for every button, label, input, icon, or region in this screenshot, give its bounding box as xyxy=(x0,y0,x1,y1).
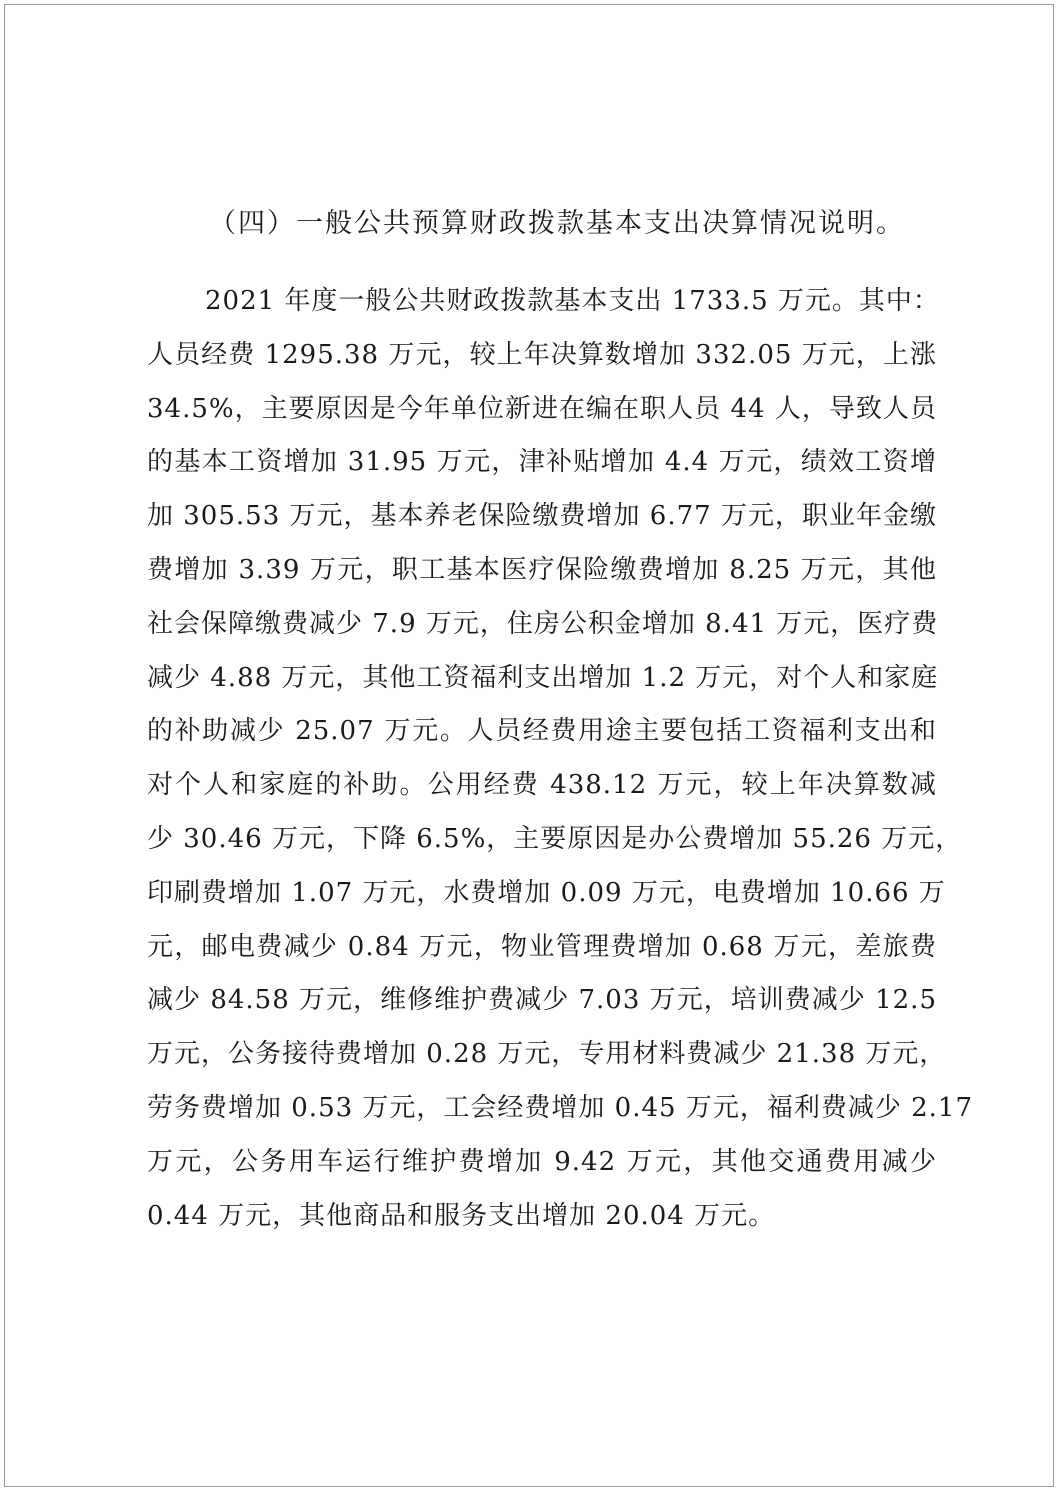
section-heading: （四）一般公共预算财政拨款基本支出决算情况说明。 xyxy=(209,208,905,239)
body-paragraph xyxy=(147,275,973,1243)
paragraph-line: 社会保障缴费减少 7.9 万元，住房公积金增加 8.41 万元，医疗费 xyxy=(147,608,939,639)
paragraph-line: 的基本工资增加 31.95 万元，津补贴增加 4.4 万元，绩效工资增 xyxy=(147,447,937,478)
paragraph-line: 印刷费增加 1.07 万元，水费增加 0.09 万元，电费增加 10.66 万 xyxy=(147,877,946,908)
paragraph-line: 加 305.53 万元，基本养老保险缴费增加 6.77 万元，职业年金缴 xyxy=(147,501,937,532)
paragraph-line: 0.44 万元，其他商品和服务支出增加 20.04 万元。 xyxy=(147,1200,776,1231)
paragraph-line: 万元，公务接待费增加 0.28 万元，专用材料费减少 21.38 万元， xyxy=(147,1039,947,1070)
paragraph-line: 劳务费增加 0.53 万元，工会经费增加 0.45 万元，福利费减少 2.17 xyxy=(147,1092,973,1123)
paragraph-line: 万元，公务用车运行维护费增加 9.42 万元，其他交通费用减少 xyxy=(147,1146,937,1177)
paragraph-line: 对个人和家庭的补助。公用经费 438.12 万元，较上年决算数减 xyxy=(147,770,937,801)
paragraph-line: 费增加 3.39 万元，职工基本医疗保险缴费增加 8.25 万元，其他 xyxy=(147,554,937,585)
paragraph-line: 少 30.46 万元，下降 6.5%，主要原因是办公费增加 55.26 万元， xyxy=(147,823,963,854)
paragraph-line: 34.5%，主要原因是今年单位新进在编在职人员 44 人，导致人员 xyxy=(147,393,937,424)
document-page xyxy=(4,4,1054,1487)
paragraph-line: 2021 年度一般公共财政拨款基本支出 1733.5 万元。其中： xyxy=(205,286,940,316)
paragraph-line: 元，邮电费减少 0.84 万元，物业管理费增加 0.68 万元，差旅费 xyxy=(147,931,937,962)
paragraph-line: 的补助减少 25.07 万元。人员经费用途主要包括工资福利支出和 xyxy=(147,716,937,747)
paragraph-line: 人员经费 1295.38 万元，较上年决算数增加 332.05 万元，上涨 xyxy=(147,339,937,370)
paragraph-line: 减少 4.88 万元，其他工资福利支出增加 1.2 万元，对个人和家庭 xyxy=(147,662,939,693)
paragraph-line: 减少 84.58 万元，维修维护费减少 7.03 万元，培训费减少 12.5 xyxy=(147,985,937,1016)
